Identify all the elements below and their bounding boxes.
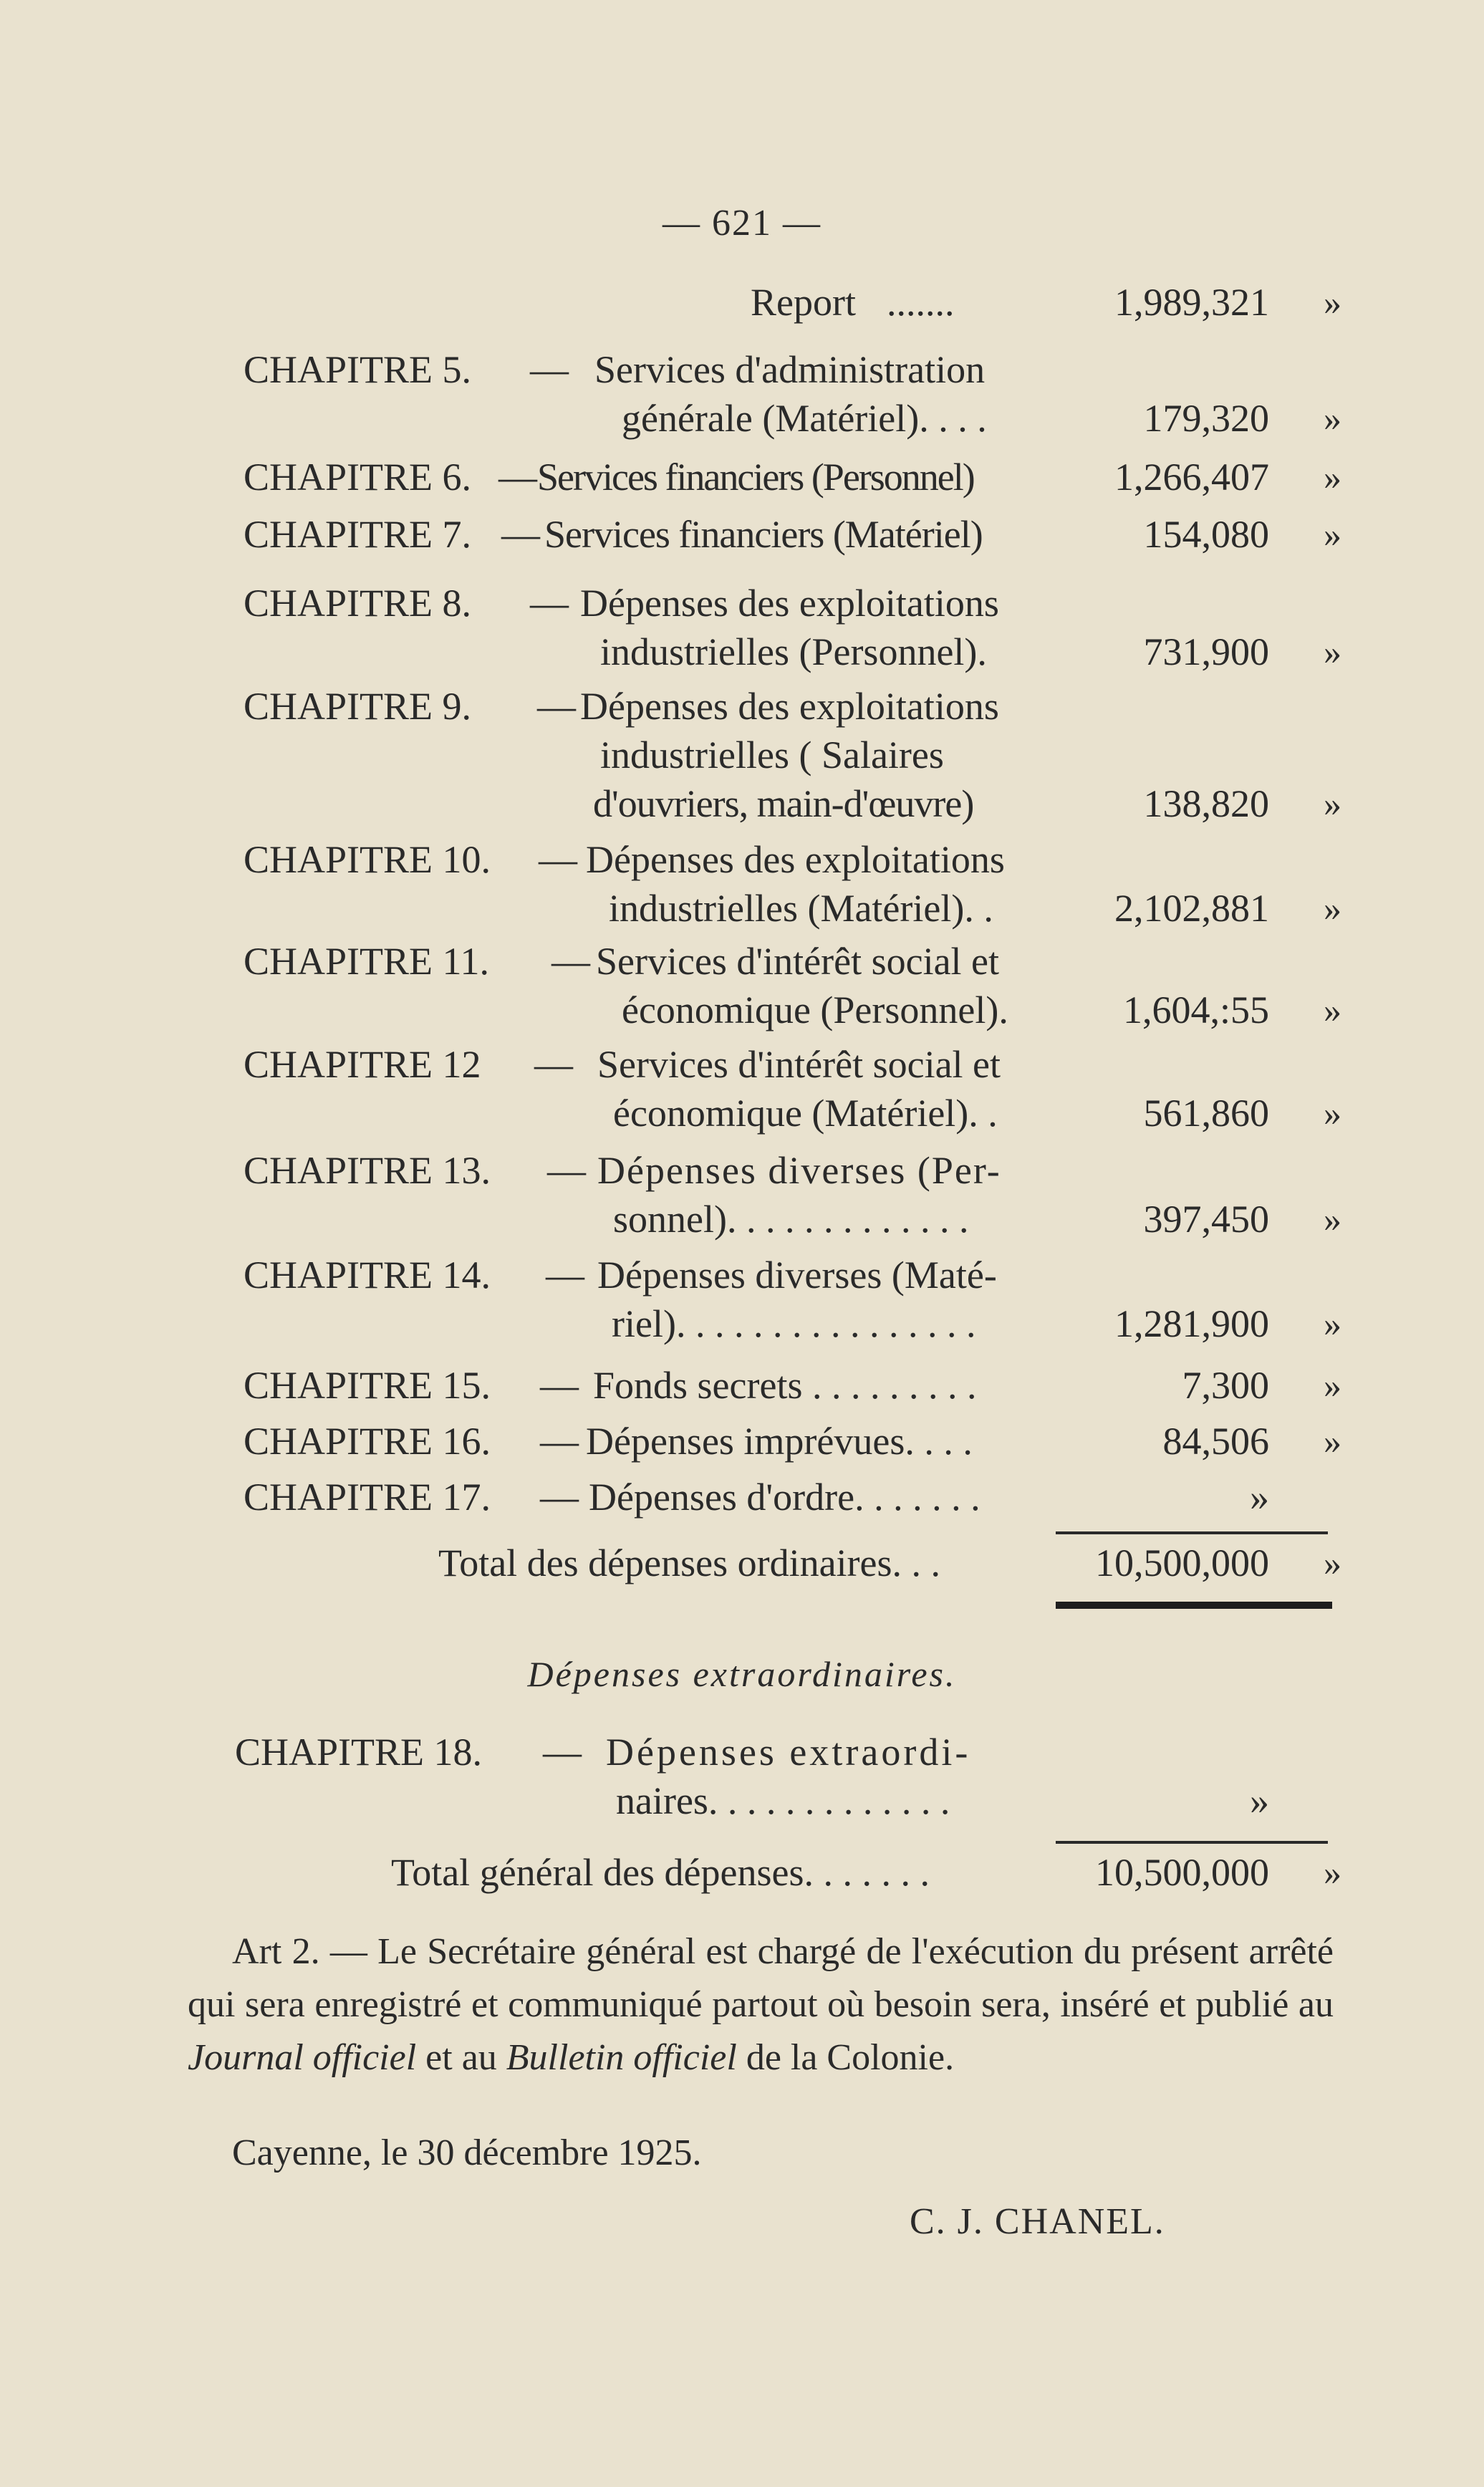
chapter-sep: — xyxy=(530,582,569,625)
total-general-amount: 10,500,000 xyxy=(1095,1851,1269,1894)
chapter-line1: Dépenses extraordi- xyxy=(606,1731,971,1774)
chapter-sep: — xyxy=(540,1364,579,1407)
chapter-sep: — xyxy=(540,1420,579,1463)
article-text-2: et au xyxy=(416,2037,506,2078)
chapter-line2: industrielles ( Salaires xyxy=(600,733,944,776)
chapter-sep: — xyxy=(501,513,540,556)
chapter-head: CHAPITRE 8. xyxy=(244,582,472,625)
chapter-head: CHAPITRE 10. xyxy=(244,838,491,881)
chapter-line3: d'ouvriers, main-d'œuvre) xyxy=(593,782,974,825)
signature: C. J. CHANEL. xyxy=(910,2201,1165,2242)
chapter-amount: 138,820 xyxy=(1143,782,1269,825)
chapter-line2: économique (Personnel). xyxy=(622,988,1008,1031)
chapter-quote: » xyxy=(1324,990,1341,1030)
chapter-quote: » xyxy=(1324,784,1341,824)
chapter-line1: Fonds secrets . . . . . . . . . xyxy=(593,1364,977,1407)
chapter-sep: — xyxy=(530,348,569,391)
chapter-sep: — xyxy=(543,1731,582,1774)
chapter-amount: 154,080 xyxy=(1143,513,1269,556)
chapter-head: CHAPITRE 15. xyxy=(244,1364,491,1407)
chapter-quote: » xyxy=(1324,1421,1341,1461)
chapter-line1: Services d'intérêt social et xyxy=(596,940,1000,983)
section-title: Dépenses extraordinaires. xyxy=(527,1654,957,1694)
chapter-quote: » xyxy=(1324,514,1341,554)
chapter-line1: Services financiers (Personnel) xyxy=(537,456,974,499)
article-text-1: Art 2. — Le Secrétaire général est chargé de l'exécution du présent arrêté qui sera enregistré et communiqué partout où besoin sera, inséré et publié au xyxy=(188,1931,1334,2025)
chapter-line1: Dépenses diverses (Maté- xyxy=(597,1254,997,1297)
chapter-quote: » xyxy=(1324,1304,1341,1344)
chapter-amount: 397,450 xyxy=(1143,1198,1269,1241)
chapter-amount: 561,860 xyxy=(1143,1092,1269,1135)
total-ordinary-amount: 10,500,000 xyxy=(1095,1541,1269,1584)
date-line: Cayenne, le 30 décembre 1925. xyxy=(232,2132,702,2173)
chapter-line2: sonnel). . . . . . . . . . . . . xyxy=(613,1198,969,1241)
chapter-amount: 7,300 xyxy=(1182,1364,1269,1407)
chapter-sep: — xyxy=(546,1254,584,1297)
article-paragraph xyxy=(188,1925,1334,2084)
chapter-line1: Services financiers (Matériel) xyxy=(544,513,983,556)
chapter-line2: riel). . . . . . . . . . . . . . . . xyxy=(612,1302,976,1345)
total-rule xyxy=(1056,1531,1328,1534)
chapter-head: CHAPITRE 6. xyxy=(244,456,472,499)
chapter-quote: » xyxy=(1324,1093,1341,1133)
chapter-quote: » xyxy=(1324,1365,1341,1405)
chapter-head: CHAPITRE 14. xyxy=(244,1254,491,1297)
chapter-sep: — xyxy=(498,456,537,499)
chapter-line1: Dépenses diverses (Per- xyxy=(597,1149,1001,1192)
chapter-line2: industrielles (Personnel). xyxy=(600,630,987,673)
report-leader: ....... xyxy=(887,281,955,324)
chapter-amount: 179,320 xyxy=(1143,397,1269,440)
total-ordinary-quote: » xyxy=(1324,1543,1341,1583)
chapter-quote: » xyxy=(1324,632,1341,672)
chapter-amount: 1,604,:55 xyxy=(1122,988,1269,1031)
chapter-amount: 84,506 xyxy=(1162,1420,1269,1463)
chapter-amount: » xyxy=(1250,1476,1269,1519)
total-general-label: Total général des dépenses. . . . . . . xyxy=(391,1851,930,1894)
chapter-head: CHAPITRE 7. xyxy=(244,513,472,556)
chapter-head: CHAPITRE 11. xyxy=(244,940,490,983)
chapter-amount: 731,900 xyxy=(1143,630,1269,673)
chapter-head: CHAPITRE 13. xyxy=(244,1149,491,1192)
chapter-sep: — xyxy=(537,685,576,728)
chapter-quote: » xyxy=(1324,457,1341,497)
page-number: — 621 — xyxy=(662,203,822,244)
chapter-line2: générale (Matériel). . . . xyxy=(622,397,987,440)
chapter-quote: » xyxy=(1324,888,1341,928)
chapter-head: CHAPITRE 18. xyxy=(235,1731,483,1774)
chapter-quote: » xyxy=(1324,1199,1341,1239)
chapter-sep: — xyxy=(534,1043,573,1086)
article-text-3: de la Colonie. xyxy=(736,2037,955,2078)
chapter-head: CHAPITRE 5. xyxy=(244,348,472,391)
report-amount: 1,989,321 xyxy=(1114,281,1269,324)
chapter-head: CHAPITRE 12 xyxy=(244,1043,481,1086)
chapter-line2: économique (Matériel). . xyxy=(613,1092,998,1135)
chapter-amount: 1,266,407 xyxy=(1114,456,1269,499)
chapter-head: CHAPITRE 17. xyxy=(244,1476,491,1519)
chapter-sep: — xyxy=(551,940,590,983)
total-ordinary-label: Total des dépenses ordinaires. . . xyxy=(438,1541,941,1584)
chapter-line1: Dépenses des exploitations xyxy=(586,838,1005,881)
chapter-line1: Dépenses des exploitations xyxy=(580,582,999,625)
chapter-line1: Dépenses des exploitations xyxy=(580,685,999,728)
chapter-quote: » xyxy=(1324,398,1341,438)
chapter-line1: Dépenses d'ordre. . . . . . . xyxy=(589,1476,980,1519)
chapter-sep: — xyxy=(539,838,577,881)
chapter-line2: naires. . . . . . . . . . . . . xyxy=(616,1779,950,1822)
chapter-line2: industrielles (Matériel). . xyxy=(609,887,993,930)
double-rule xyxy=(1056,1602,1332,1609)
chapter-head: CHAPITRE 16. xyxy=(244,1420,491,1463)
chapter-amount: 1,281,900 xyxy=(1114,1302,1269,1345)
chapter-line1: Dépenses imprévues. . . . xyxy=(586,1420,973,1463)
report-label: Report xyxy=(751,281,856,324)
bulletin-officiel: Bulletin officiel xyxy=(506,2037,737,2078)
chapter-line1: Services d'intérêt social et xyxy=(597,1043,1001,1086)
chapter-line1: Services d'administration xyxy=(594,348,986,391)
journal-officiel: Journal officiel xyxy=(188,2037,417,2078)
chapter-amount: 2,102,881 xyxy=(1114,887,1269,930)
report-quote: » xyxy=(1324,282,1341,322)
total-rule xyxy=(1056,1841,1328,1844)
chapter-head: CHAPITRE 9. xyxy=(244,685,472,728)
chapter-sep: — xyxy=(547,1149,586,1192)
total-general-quote: » xyxy=(1324,1852,1341,1892)
chapter-amount: » xyxy=(1250,1779,1269,1822)
chapter-sep: — xyxy=(540,1476,579,1519)
